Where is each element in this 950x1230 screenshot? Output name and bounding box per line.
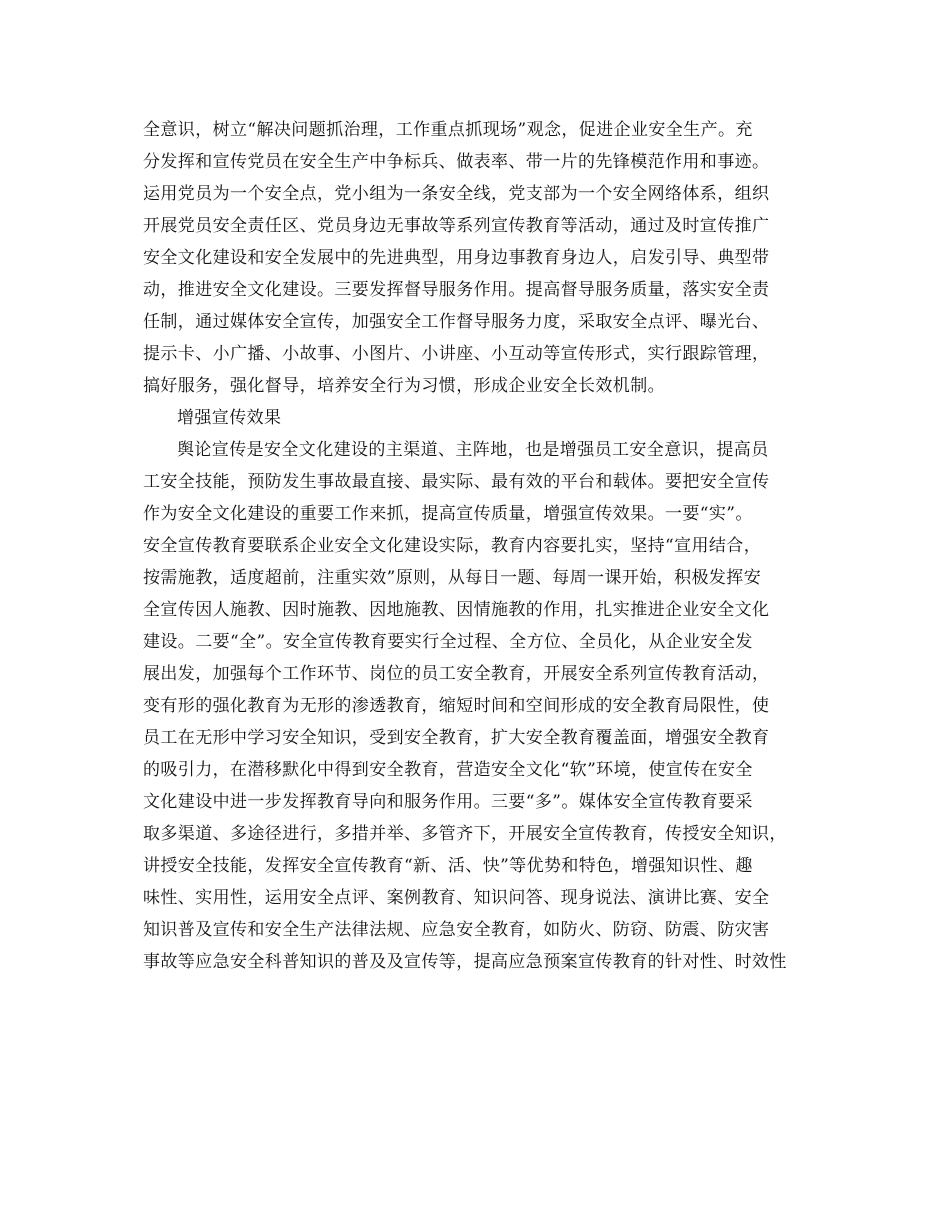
text-line: 工安全技能，预防发生事故最直接、最实际、最有效的平台和载体。要把安全宣传 xyxy=(143,472,770,492)
document-body xyxy=(143,114,823,978)
paragraph-1 xyxy=(143,114,823,402)
section-heading: 增强宣传效果 xyxy=(177,408,282,428)
text-line: 开展党员安全责任区、党员身边无事故等系列宣传教育等活动，通过及时宣传推广 xyxy=(143,216,770,236)
text-line: 员工在无形中学习安全知识，受到安全教育，扩大安全教育覆盖面，增强安全教育 xyxy=(143,728,770,748)
text-line: 取多渠道、多途径进行，多措并举、多管齐下，开展安全宣传教育，传授安全知识， xyxy=(143,824,787,844)
text-line: 全意识，树立“解决问题抓治理，工作重点抓现场”观念，促进企业安全生产。充 xyxy=(143,120,753,140)
text-line: 作为安全文化建设的重要工作来抓，提高宣传质量，增强宣传效果。一要“实”。 xyxy=(143,504,753,524)
text-line: 全宣传因人施教、因时施教、因地施教、因情施教的作用，扎实推进企业安全文化 xyxy=(143,600,770,620)
text-line: 安全文化建设和安全发展中的先进典型，用身边事教育身边人，启发引导、典型带 xyxy=(143,248,770,268)
text-line: 舆论宣传是安全文化建设的主渠道、主阵地，也是增强员工安全意识，提高员 xyxy=(177,440,769,460)
text-line: 变有形的强化教育为无形的渗透教育，缩短时间和空间形成的安全教育局限性，使 xyxy=(143,696,770,716)
text-line: 事故等应急安全科普知识的普及及宣传等，提高应急预案宣传教育的针对性、时效性 xyxy=(143,952,787,972)
text-line: 搞好服务，强化督导，培养安全行为习惯，形成企业安全长效机制。 xyxy=(143,376,665,396)
text-line: 建设。二要“全”。安全宣传教育要实行全过程、全方位、全员化，从企业安全发 xyxy=(143,632,753,652)
text-line: 知识普及宣传和安全生产法律法规、应急安全教育，如防火、防窃、防震、防灾害 xyxy=(143,920,770,940)
text-line: 展出发，加强每个工作环节、岗位的员工安全教育，开展安全系列宣传教育活动， xyxy=(143,664,770,684)
text-line: 讲授安全技能，发挥安全宣传教育“新、活、快”等优势和特色，增强知识性、趣 xyxy=(143,856,753,876)
text-line: 运用党员为一个安全点，党小组为一条安全线，党支部为一个安全网络体系，组织 xyxy=(143,184,770,204)
text-line: 安全宣传教育要联系企业安全文化建设实际，教育内容要扎实，坚持“宣用结合， xyxy=(143,536,762,556)
text-line: 任制，通过媒体安全宣传，加强安全工作督导服务力度，采取安全点评、曝光台、 xyxy=(143,312,770,332)
text-line: 分发挥和宣传党员在安全生产中争标兵、做表率、带一片的先锋模范作用和事迹。 xyxy=(143,152,770,172)
text-line: 提示卡、小广播、小故事、小图片、小讲座、小互动等宣传形式，实行跟踪管理， xyxy=(143,344,770,364)
text-line: 文化建设中进一步发挥教育导向和服务作用。三要“多”。媒体安全宣传教育要采 xyxy=(143,792,753,812)
text-line: 按需施教，适度超前，注重实效”原则，从每日一题、每周一课开始，积极发挥安 xyxy=(143,568,762,588)
text-line: 动，推进安全文化建设。三要发挥督导服务作用。提高督导服务质量，落实安全责 xyxy=(143,280,770,300)
text-line: 的吸引力，在潜移默化中得到安全教育，营造安全文化“软”环境，使宣传在安全 xyxy=(143,760,753,780)
text-line: 味性、实用性，运用安全点评、案例教育、知识问答、现身说法、演讲比赛、安全 xyxy=(143,888,770,908)
paragraph-2 xyxy=(143,434,823,978)
